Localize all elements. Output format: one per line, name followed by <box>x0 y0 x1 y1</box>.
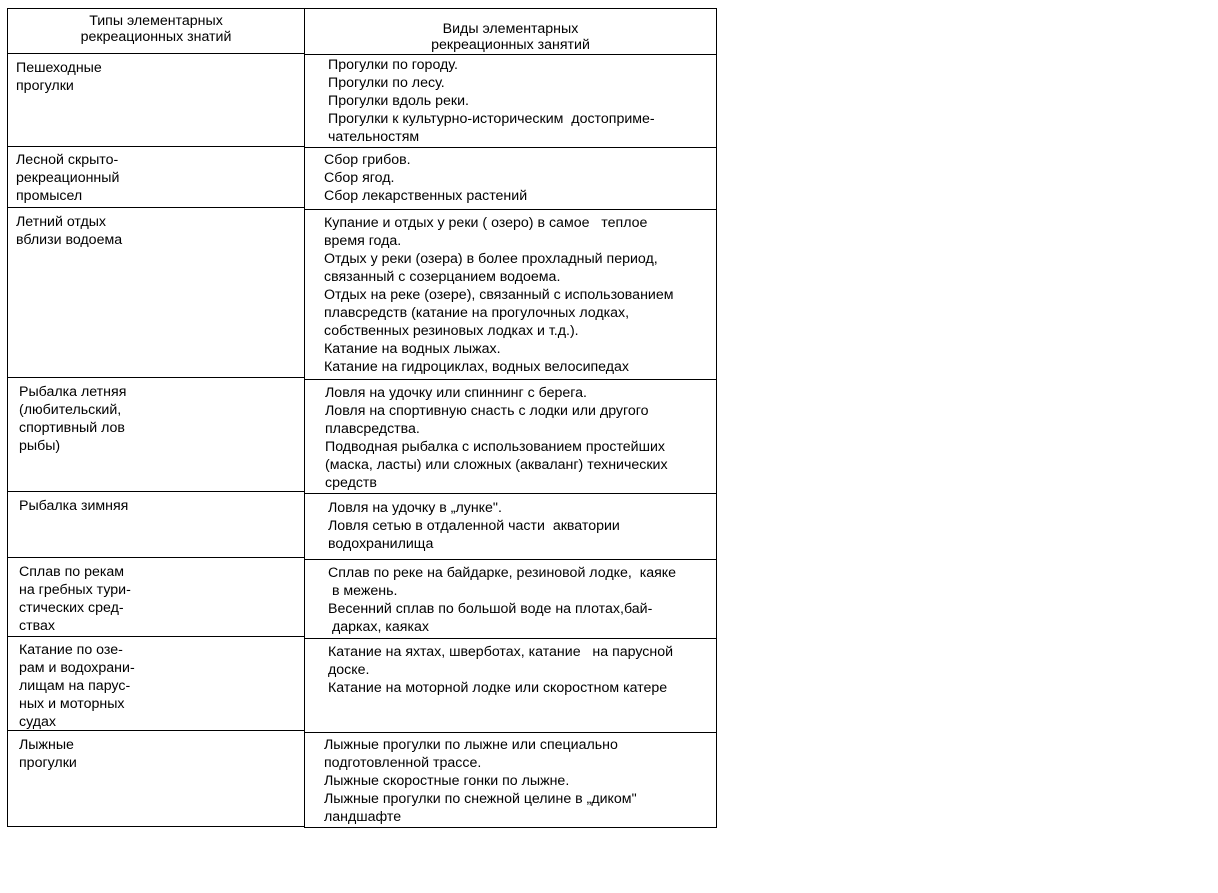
row-1-kinds: Прогулки по городу. Прогулки по лесу. Прогулки вдоль реки. Прогулки к культурно-историческим достоприме- чательностям <box>328 57 655 145</box>
right-row7-bottom-border <box>304 732 717 733</box>
right-col-right-border <box>716 8 717 828</box>
row-4-kinds: Ловля на удочку или спиннинг с берега. Ловля на спортивную снасть с лодки или другого плавсредства. Подводная рыбалка с использованием простейших (маска, ласты) или сложных (акваланг) технических средств <box>325 385 668 491</box>
row-4-type: Рыбалка летняя (любительский, спортивный лов рыбы) <box>19 384 127 454</box>
row-1-type: Пешеходные прогулки <box>16 60 102 94</box>
column-divider <box>304 8 305 828</box>
right-row8-bottom-border <box>304 827 717 828</box>
row-5-kinds: Ловля на удочку в „лунке". Ловля сетью в отдаленной части акватории водохранилища <box>328 500 620 552</box>
header-left: Типы элементарных рекреационных знатий <box>80 13 232 45</box>
left-col-left-border <box>7 8 8 827</box>
row-6-type: Сплав по рекам на гребных тури- стических сред- ствах <box>19 564 131 634</box>
right-col-top-border <box>304 8 717 9</box>
row-3-type: Летний отдых вблизи водоема <box>16 214 123 248</box>
left-row6-bottom-border <box>7 636 305 637</box>
row-2-type: Лесной скрыто- рекреационный промысел <box>16 152 120 204</box>
row-8-type: Лыжные прогулки <box>19 737 77 771</box>
right-row5-bottom-border <box>304 559 717 560</box>
right-row2-bottom-border <box>304 209 717 210</box>
row-5-type: Рыбалка зимняя <box>19 498 129 514</box>
row-7-type: Катание по озе- рам и водохрани- лищам на парус- ных и моторных судах <box>19 642 135 730</box>
left-row5-bottom-border <box>7 557 305 558</box>
right-row6-bottom-border <box>304 638 717 639</box>
left-col-top-border <box>7 8 305 9</box>
right-header-bottom-border <box>304 54 717 55</box>
row-7-kinds: Катание на яхтах, шверботах, катание на парусной доске. Катание на моторной лодке или скоростном катере <box>328 644 674 696</box>
left-row2-bottom-border <box>7 207 305 208</box>
row-3-kinds: Купание и отдых у реки ( озеро) в самое теплое время года. Отдых у реки (озера) в более прохладный период, связанный с созерцанием водоема. Отдых на реке (озере), связанный с использованием плавсредств (катание на прогулочных лодках, собственных резиновых лодках и т.д.). Катание на водных лыжах. Катание на гидроциклах, водных велосипедах <box>324 215 674 375</box>
right-row3-bottom-border <box>304 379 717 380</box>
left-row8-bottom-border <box>7 826 305 827</box>
row-2-kinds: Сбор грибов. Сбор ягод. Сбор лекарственных растений <box>324 152 528 204</box>
left-header-bottom-border <box>7 53 305 54</box>
row-6-kinds: Сплав по реке на байдарке, резиновой лодке, каяке в межень. Весенний сплав по большой воде на плотах,бай- дарках, каяках <box>328 565 677 635</box>
right-row4-bottom-border <box>304 493 717 494</box>
header-right: Виды элементарных рекреационных занятий <box>431 21 590 53</box>
right-row1-bottom-border <box>304 147 717 148</box>
left-row4-bottom-border <box>7 491 305 492</box>
left-row3-bottom-border <box>7 377 305 378</box>
row-8-kinds: Лыжные прогулки по лыжне или специально подготовленной трассе. Лыжные скоростные гонки по лыжне. Лыжные прогулки по снежной целине в „диком" ландшафте <box>324 737 637 825</box>
left-row1-bottom-border <box>7 146 305 147</box>
